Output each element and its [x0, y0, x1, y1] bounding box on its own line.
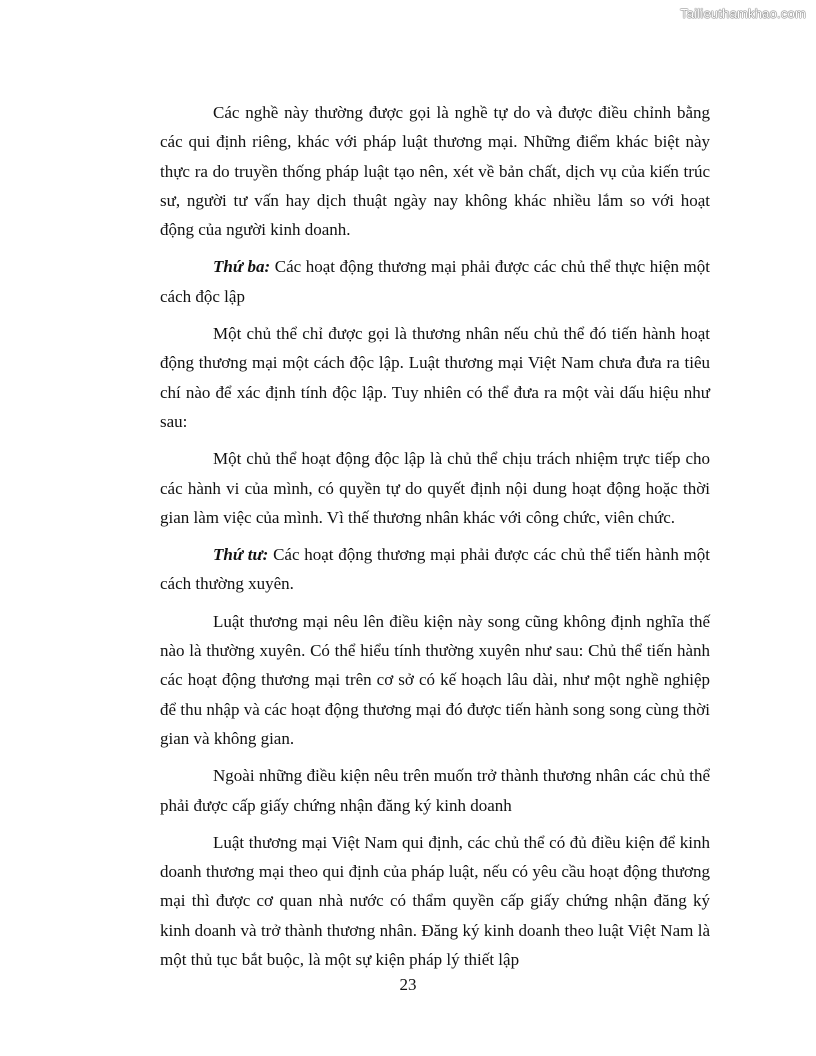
- paragraph: [160, 444, 710, 532]
- paragraph-text: Một chủ thể chỉ được gọi là thương nhân nếu chủ thể đó tiến hành hoạt động thương mại một cách độc lập. Luật thương mại Việt Nam chưa đưa ra tiêu chí nào để xác định tính độc lập. Tuy nhiên có thể đưa ra một vài dấu hiệu như sau:: [160, 324, 710, 431]
- paragraph: [160, 252, 710, 311]
- paragraph: [160, 761, 710, 820]
- paragraph-text: Các hoạt động thương mại phải được các chủ thể thực hiện một cách độc lập: [160, 257, 710, 306]
- paragraph: [160, 828, 710, 974]
- paragraph-text: Luật thương mại nêu lên điều kiện này song cũng không định nghĩa thế nào là thường xuyên. Có thể hiểu tính thường xuyên như sau: Chủ thể tiến hành các hoạt động thương mại trên cơ sở có kế hoạch lâu dài, như một nghề nghiệp để thu nhập và các hoạt động thương mại đó được tiến hành song song cùng thời gian và không gian.: [160, 611, 710, 748]
- paragraph: [160, 319, 710, 436]
- paragraph-text: Luật thương mại Việt Nam qui định, các chủ thể có đủ điều kiện để kinh doanh thương mại theo qui định của pháp luật, nếu có yêu cầu hoạt động thương mại thì được cơ quan nhà nước có thẩm quyền cấp giấy chứng nhận đăng ký kinh doanh và trở thành thương nhân. Đăng ký kinh doanh theo luật Việt Nam là một thủ tục bắt buộc, là một sự kiện pháp lý thiết lập: [160, 832, 710, 970]
- paragraph: [160, 98, 710, 244]
- paragraph: [160, 540, 710, 599]
- paragraph-text: Một chủ thể hoạt động độc lập là chủ thể chịu trách nhiệm trực tiếp cho các hành vi của mình, có quyền tự do quyết định nội dung hoạt động hoặc thời gian làm việc của mình. Vì thế thương nhân khác với công chức, viên chức.: [160, 449, 710, 527]
- paragraph-text: Ngoài những điều kiện nêu trên muốn trở thành thương nhân các chủ thể phải được cấp giấy chứng nhận đăng ký kinh doanh: [160, 766, 710, 815]
- document-body: [160, 98, 710, 982]
- paragraph-text: Các nghề này thường được gọi là nghề tự do và được điều chỉnh bằng các qui định riêng, khác với pháp luật thương mại. Những điểm khác biệt này thực ra do truyền thống pháp luật tạo nên, xét về bản chất, dịch vụ của kiến trúc sư, người tư vấn hay dịch thuật ngày nay không khác nhiều lắm so với hoạt động của người kinh doanh.: [160, 103, 710, 240]
- paragraph: [160, 607, 710, 753]
- paragraph-text: Các hoạt động thương mại phải được các chủ thể tiến hành một cách thường xuyên.: [160, 545, 711, 594]
- watermark-text: Tailieuthamkhao.com: [680, 6, 806, 21]
- page-number: 23: [399, 975, 417, 994]
- paragraph-lead: Thứ tư:: [213, 545, 269, 565]
- paragraph-lead: Thứ ba:: [213, 257, 271, 277]
